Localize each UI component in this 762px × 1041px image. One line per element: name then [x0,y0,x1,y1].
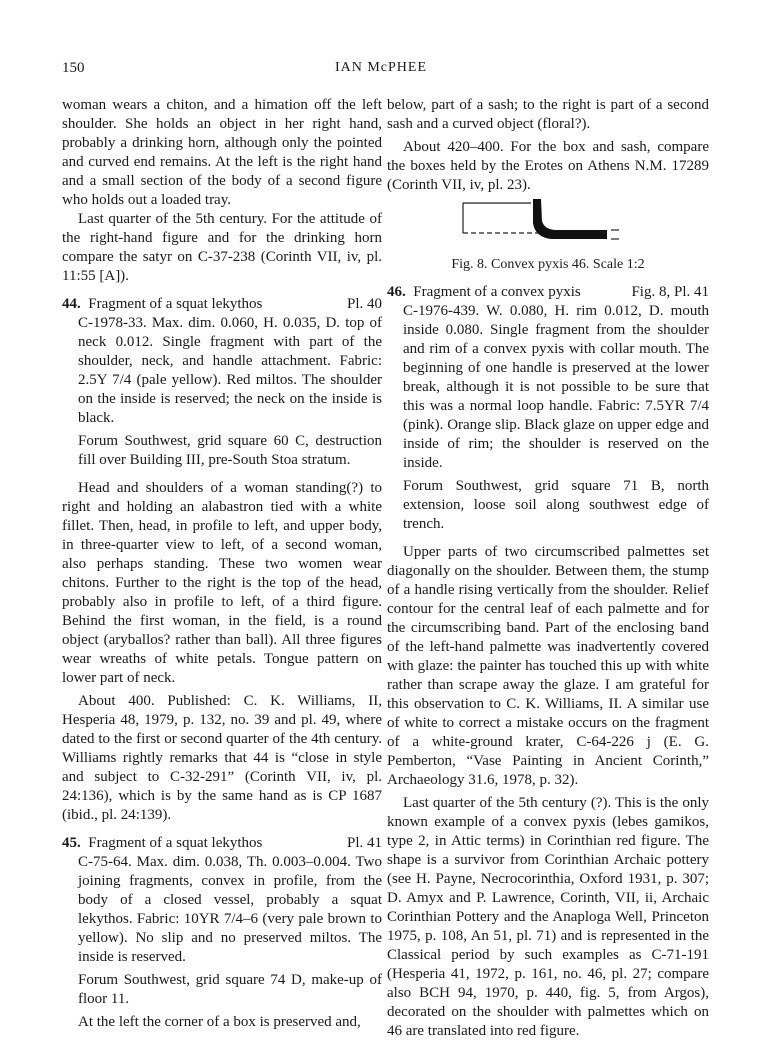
paragraph: Head and shoulders of a woman standing(?) to right and holding an alabastron tied with a white fillet. Then, head, in profile to left, and upper body, in three-quarter view to left, of a second woman, also perhaps standing. These two women wear chitons. Further to the right is the top of the head, probably also in profile to left, of a third figure. Behind the first woman, in the field, is a round object (aryballos? rather than ball). All three figures wear wreaths of white petals. Tongue pattern on lower part of neck. [62,480,382,686]
profile-drawing-figure [387,195,709,253]
entry-findspot: Forum Southwest, grid square 60 C, destruction fill over Building III, pre-South Stoa stratum. [78,433,382,468]
paragraph: Last quarter of the 5th century. For the attitude of the right-hand figure and for the drinking horn compare the satyr on C-37-238 (Corinth VII, iv, pl. 11:55 [A]). [62,211,382,284]
entry-number: 46. [387,284,406,300]
entry-description: C-1978-33. Max. dim. 0.060, H. 0.035, D. top of neck 0.012. Single fragment with part of the shoulder, neck, and handle attachment. Fabric: 2.5Y 7/4 (pale yellow). Red miltos. The shoulder on the inside is reserved; the neck on the inside is black. [78,315,382,426]
catalogue-entry-heading [62,295,382,314]
right-column [387,96,709,1041]
paragraph: Upper parts of two circumscribed palmettes set diagonally on the shoulder. Between them, the stump of a handle rising vertically from the shoulder. Relief contour for the central leaf of each palmette and for the circumscribing band. Part of the enclosing band of the left-hand palmette was inadvertently covered with glaze: the painter has touched this up with white rather than scrape away the glaze. I am grateful for this observation to C. K. Williams, II. A similar use of white to correct a mistake occurs on the fragment of a white-ground krater, C-64-226 j (E. G. Pemberton, “Vase Painting in Ancient Corinth,” Archaeology 31.6, 1978, p. 32). [387,544,709,788]
entry-number: 44. [62,296,81,312]
paragraph: About 400. Published: C. K. Williams, II, Hesperia 48, 1979, p. 132, no. 39 and pl. 49, where dated to the first or second quarter of the 4th century. Williams rightly remarks that 44 is “close in style and subject to C-32-291” (Corinth VII, iv, pl. 24:136), which is by the same hand as is CP 1687 (ibid., pl. 24:139). [62,693,382,823]
catalogue-entry-heading [62,834,382,853]
plate-reference: Pl. 40 [346,296,382,312]
plate-reference: Fig. 8, Pl. 41 [631,284,709,300]
paragraph: woman wears a chiton, and a himation off the left shoulder. She holds an object in her right hand, probably a drinking horn, although only the pointed and curved end remains. At the left is the right hand and a small section of the body of a second figure who holds out a loaded tray. [62,97,382,208]
running-head: IAN McPHEE [334,60,428,75]
entry-description-block [62,853,382,1009]
entry-description-block [387,302,709,534]
entry-title: Fragment of a squat lekythos [88,296,263,312]
pyxis-profile-drawing [459,199,629,253]
paragraph: About 420–400. For the box and sash, compare the boxes held by the Erotes on Athens N.M. 17289 (Corinth VII, iv, pl. 23). [387,139,709,193]
paragraph: At the left the corner of a box is preserved and, [78,1014,361,1030]
page-number: 150 [62,60,85,76]
paragraph: below, part of a sash; to the right is part of a second sash and a curved object (floral?). [387,97,709,132]
entry-title: Fragment of a squat lekythos [88,835,263,851]
catalogue-entry-heading [387,283,709,302]
entry-findspot: Forum Southwest, grid square 74 D, make-up of floor 11. [78,972,382,1007]
entry-number: 45. [62,835,81,851]
page-header [0,60,762,80]
plate-reference: Pl. 41 [346,835,382,851]
entry-findspot: Forum Southwest, grid square 71 B, north extension, loose soil along southwest edge of trench. [403,478,709,532]
paragraph: Last quarter of the 5th century (?). This is the only known example of a convex pyxis (lebes gamikos, type 2, in Attic terms) in Corinthian red figure. The shape is a survivor from Corinthian Archaic pottery (see H. Payne, Necrocorinthia, Oxford 1931, p. 307; D. Amyx and P. Lawrence, Corinth, VII, ii, Archaic Corinthian Pottery and the Anaploga Well, Princeton 1975, p. 108, An 51, pl. 71) and is represented in the Classical period by such examples as C-71-191 (Hesperia 41, 1972, p. 161, no. 46, pl. 27; compare also BCH 94, 1970, p. 440, fig. 5, from Argos), decorated on the shoulder with palmettes which on 46 are translated into red figure. [387,795,709,1039]
figure-caption: Fig. 8. Convex pyxis 46. Scale 1:2 [451,257,645,272]
entry-description: C-1976-439. W. 0.080, H. rim 0.012, D. mouth inside 0.080. Single fragment from the shoulder and rim of a convex pyxis with collar mouth. The beginning of one handle is preserved at the lower break, although it is not possible to be sure that this was a normal loop handle. Fabric: 7.5YR 7/4 (pink). Orange slip. Black glaze on upper edge and inside of rim; the shoulder is reserved on the inside. [403,303,709,471]
entry-description: C-75-64. Max. dim. 0.038, Th. 0.003–0.004. Two joining fragments, convex in profile, from the body of a closed vessel, probably a squat lekythos. Fabric: 10YR 7/4–6 (very pale brown to yellow). No slip and no preserved miltos. The inside is reserved. [78,854,382,965]
entry-title: Fragment of a convex pyxis [413,284,581,300]
entry-description-block [62,314,382,470]
left-column [62,96,382,1032]
